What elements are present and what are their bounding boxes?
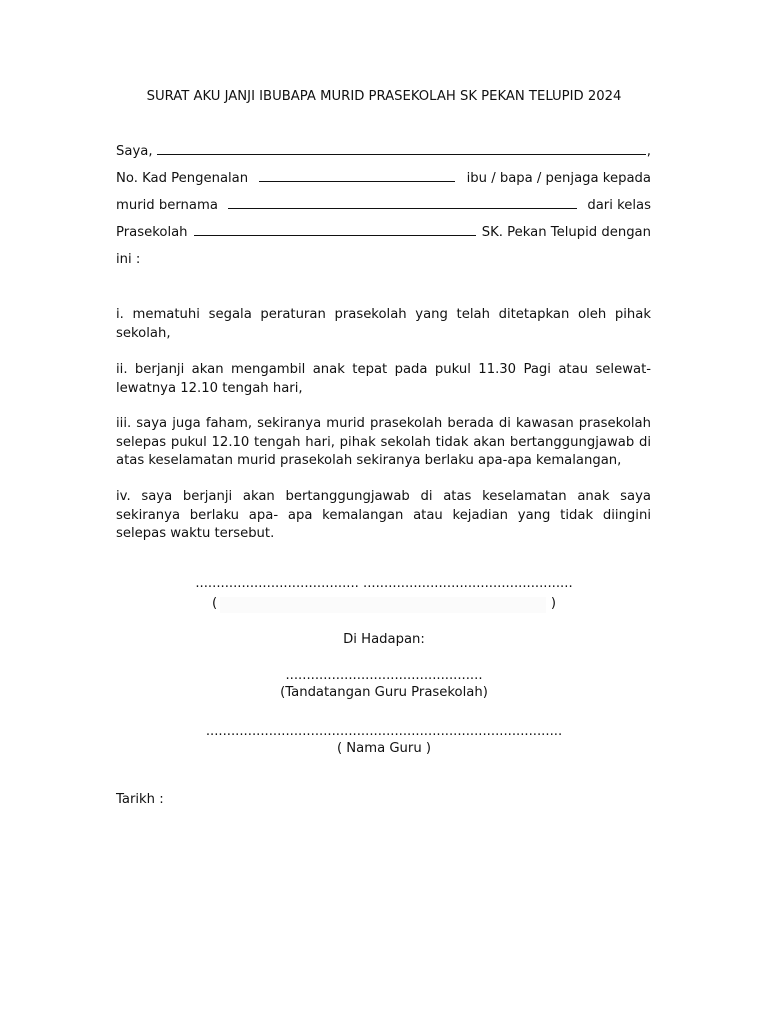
saya-end: , (646, 144, 651, 159)
clause-1: i. mematuhi segala peraturan prasekolah yang telah ditetapkan oleh pihak sekolah, (116, 307, 651, 341)
prasekolah-line (116, 224, 651, 240)
clause-2: ii. berjanji akan mengambil anak tepat pada pukul 11.30 Pagi atau selewat-lewatnya 12.10 tengah hari, (116, 362, 651, 396)
teacher-name-line: ..................................................................................... (205, 724, 563, 739)
ini-text: ini : (116, 252, 141, 267)
saya-label: Saya, (116, 144, 153, 159)
ic-line (116, 170, 651, 186)
paren-open: ( (212, 596, 218, 611)
prasekolah-after: SK. Pekan Telupid dengan (481, 225, 651, 240)
saya-line (116, 143, 651, 159)
murid-after: dari kelas (587, 198, 651, 213)
teacher-signature-line: ............................................... (285, 668, 483, 683)
murid-label: murid bernama (116, 198, 218, 213)
ic-label: No. Kad Pengenalan (116, 171, 249, 186)
prasekolah-label: Prasekolah (116, 225, 188, 240)
parent-signature-line: ....................................... .................................................. (195, 576, 573, 591)
class-blank[interactable] (194, 224, 476, 236)
name-blank[interactable] (157, 143, 646, 155)
teacher-signature-label: (Tandatangan Guru Prasekolah) (280, 685, 488, 700)
di-hadapan-label: Di Hadapan: (343, 632, 425, 647)
clause-3: iii. saya juga faham, sekiranya murid prasekolah berada di kawasan prasekolah selepas pukul 12.10 tengah hari, pihak sekolah tidak akan bertanggungjawab di atas keselamatan murid prasekolah sekiranya berlaku apa-apa kemalangan, (116, 416, 651, 468)
document-title: SURAT AKU JANJI IBUBAPA MURID PRASEKOLAH SK PEKAN TELUPID 2024 (146, 89, 622, 104)
clause-4: iv. saya berjanji akan bertanggungjawab di atas keselamatan anak saya sekiranya berlaku apa- apa kemalangan atau kejadian yang tidak diingini selepas waktu tersebut. (116, 489, 651, 541)
teacher-name-label: ( Nama Guru ) (336, 741, 432, 756)
murid-line (116, 197, 651, 213)
murid-blank[interactable] (228, 197, 577, 209)
paren-close: ) (550, 596, 556, 611)
parent-name-parens (212, 596, 556, 611)
tarikh-label: Tarikh : (116, 792, 164, 807)
ic-after: ibu / bapa / penjaga kepada (466, 171, 651, 186)
ic-blank[interactable] (259, 170, 455, 182)
